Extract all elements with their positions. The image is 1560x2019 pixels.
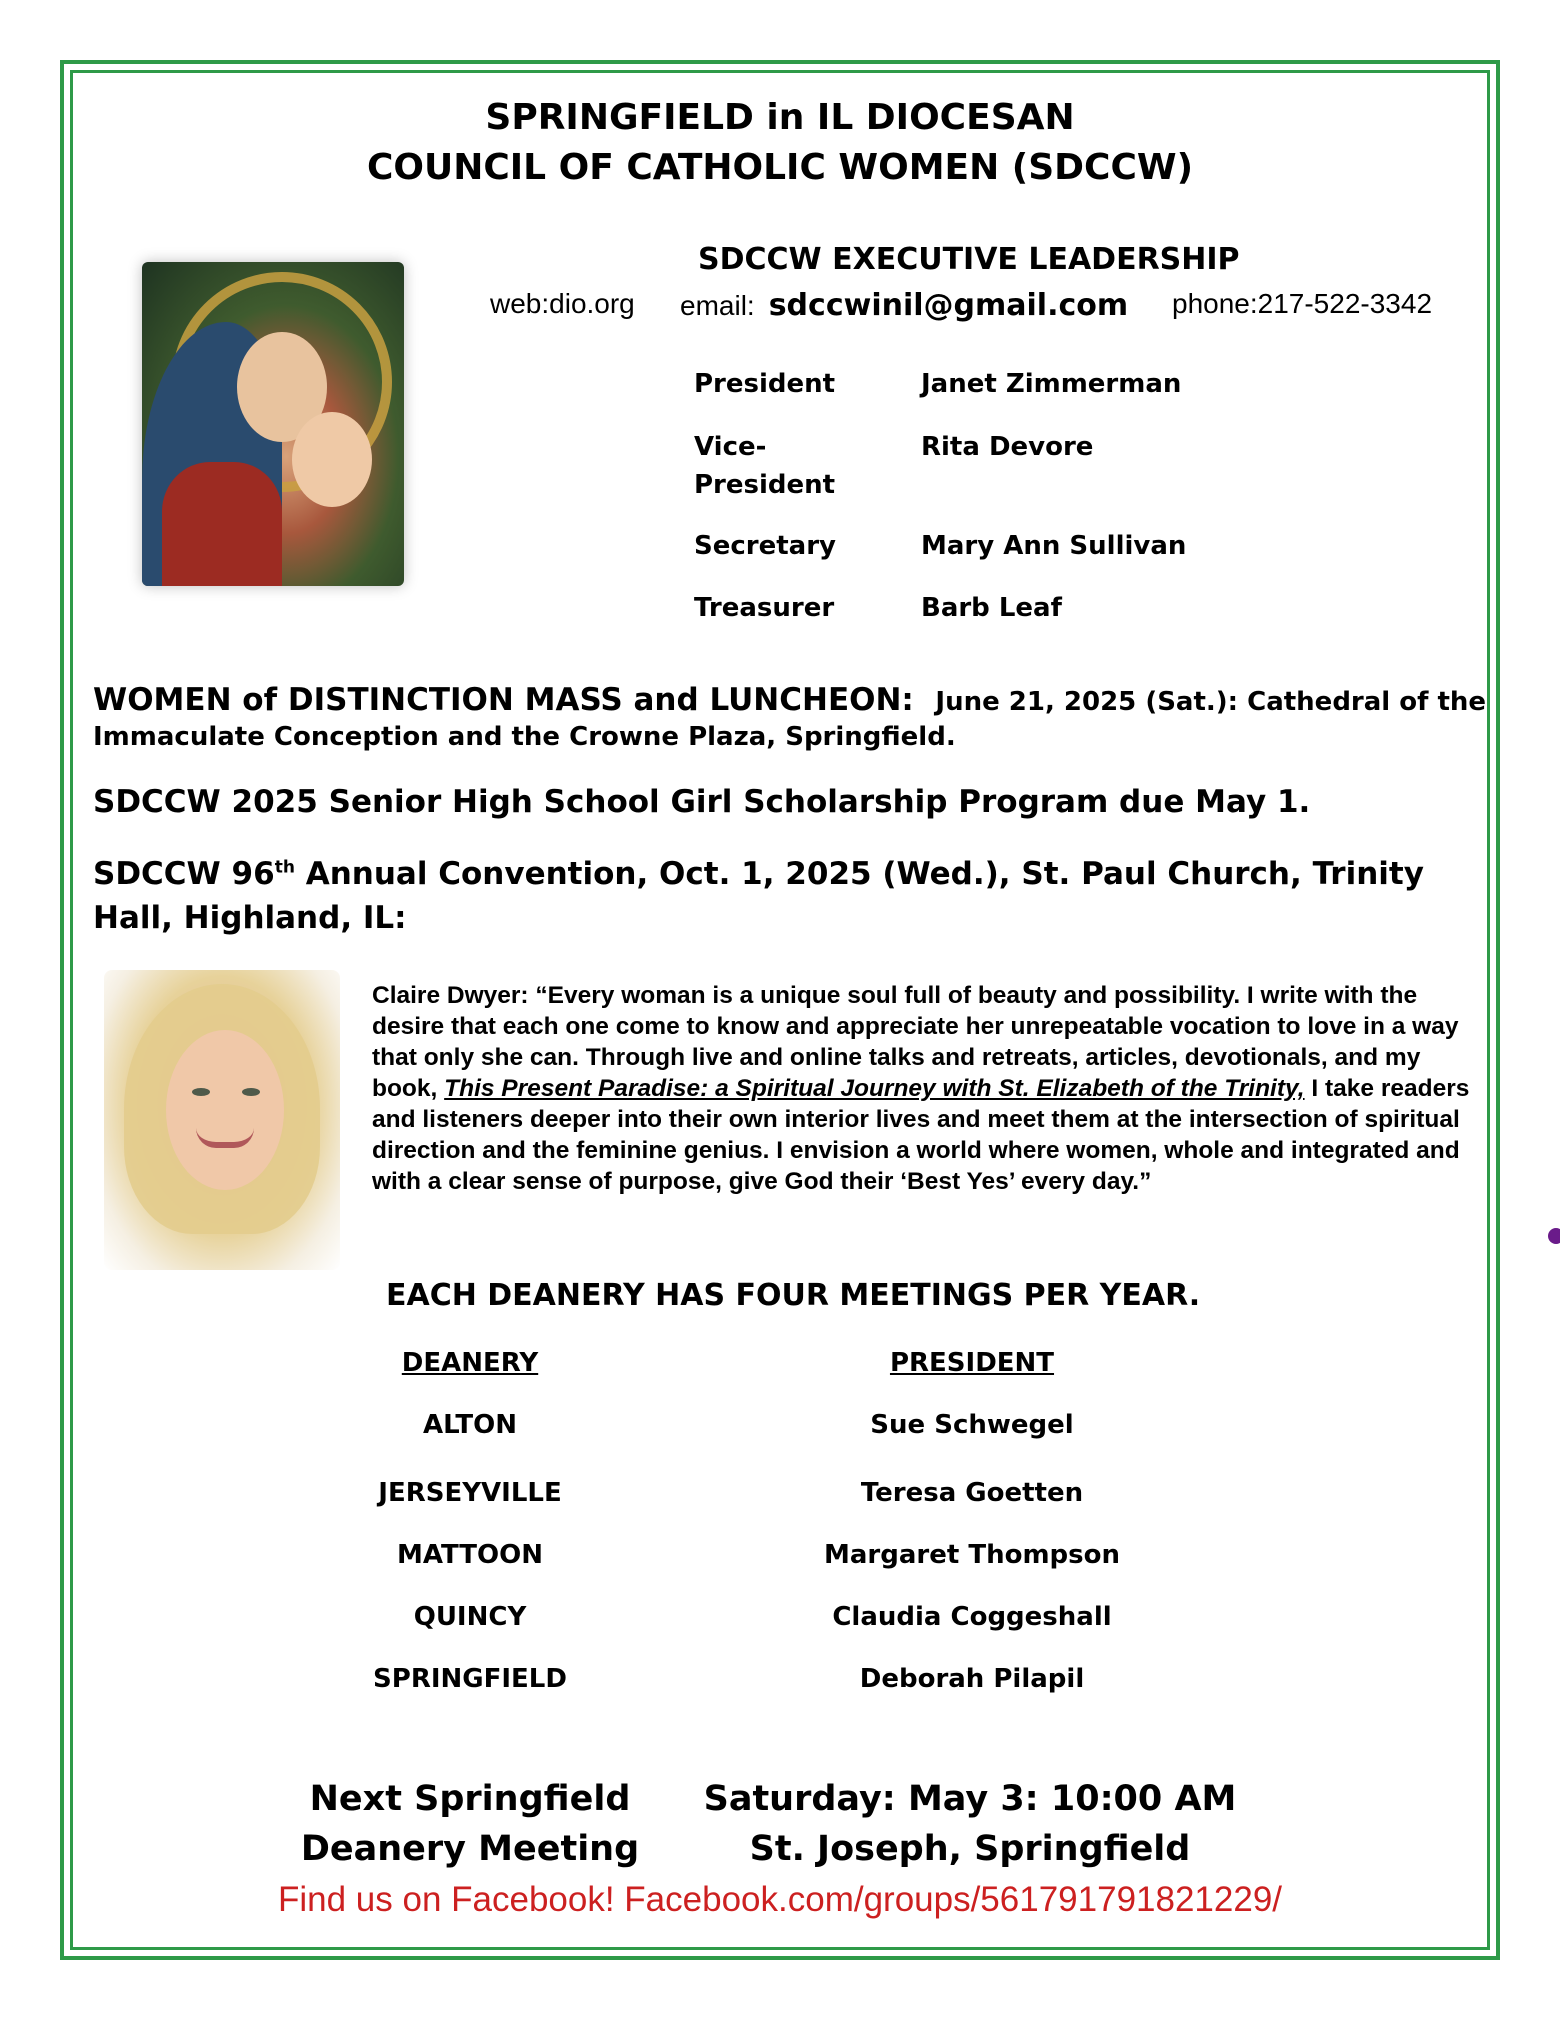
convention-sup: th <box>274 857 295 878</box>
officer-name: Rita Devore <box>921 432 1094 462</box>
title-line-1: SPRINGFIELD in IL DIOCESAN <box>485 97 1075 138</box>
quote-part-1: Claire Dwyer: “Every woman is a unique soul full of beauty and possibility. I write with the desire that each one come to know and appreciate her unrepeatable vocation to love in a way that only she can. Through live and online talks and retreats, articles, devotionals, and my book, <box>372 982 1459 1102</box>
facebook-link[interactable]: Find us on Facebook! Facebook.com/groups/561791791821229/ <box>277 1880 1283 1919</box>
next-meeting-where: St. Joseph, Springfield <box>749 1829 1191 1869</box>
officer-role: Vice-President <box>694 432 836 500</box>
next-meeting-when: Saturday: May 3: 10:00 AM <box>703 1779 1237 1819</box>
purple-dot <box>1548 1228 1560 1244</box>
email-address: sdccwinil@gmail.com <box>768 288 1129 323</box>
convention-text <box>93 852 1473 940</box>
claire-dwyer-photo <box>104 970 340 1270</box>
phone-text: phone:217-522-3342 <box>1172 288 1433 319</box>
next-meeting-label <box>280 1774 660 1874</box>
deanery-meetings-heading: EACH DEANERY HAS FOUR MEETINGS PER YEAR. <box>386 1278 1201 1313</box>
wod-title: WOMEN of DISTINCTION MASS and LUNCHEON: <box>93 682 914 718</box>
convention-post: Annual Convention, Oct. 1, 2025 (Wed.), St. Paul Church, Trinity Hall, Highland, IL: <box>93 856 1424 936</box>
deanery-name: ALTON <box>423 1410 517 1440</box>
leadership-heading: SDCCW EXECUTIVE LEADERSHIP <box>698 242 1240 277</box>
book-title: This Present Paradise: a Spiritual Journey with St. Elizabeth of the Trinity, <box>444 1075 1305 1102</box>
deanery-column-header: DEANERY <box>401 1348 539 1378</box>
convention-pre: SDCCW 96 <box>93 856 275 892</box>
next-meeting-label-line-2: Deanery Meeting <box>300 1829 640 1869</box>
website-text: web:dio.org <box>490 288 635 319</box>
deanery-name: QUINCY <box>413 1602 527 1632</box>
deanery-name: JERSEYVILLE <box>378 1478 562 1508</box>
title-line-2: COUNCIL OF CATHOLIC WOMEN (SDCCW) <box>366 147 1194 188</box>
officer-name: Mary Ann Sullivan <box>921 531 1187 561</box>
officer-name: Barb Leaf <box>921 593 1062 623</box>
quote-part-2: I take readers and listeners deeper into their own interior lives and meet them at the intersection of spiritual direction and the feminine genius. I envision a world where women, whole and integrated and with a clear sense of purpose, give God their ‘Best Yes’ every day.” <box>372 1075 1470 1195</box>
deanery-president: Claudia Coggeshall <box>832 1602 1112 1632</box>
officer-role: Treasurer <box>694 593 835 623</box>
women-of-distinction-line <box>93 680 1486 722</box>
scholarship-text: SDCCW 2025 Senior High School Girl Scholarship Program due May 1. <box>93 784 1311 820</box>
officer-role: President <box>694 369 836 399</box>
deanery-name: MATTOON <box>396 1540 543 1570</box>
wod-details-line-2: Immaculate Conception and the Crowne Plaza, Springfield. <box>93 722 956 752</box>
next-meeting-details <box>700 1774 1240 1874</box>
deanery-president: Margaret Thompson <box>824 1540 1120 1570</box>
email-contact <box>680 288 1128 323</box>
email-label: email: <box>680 290 755 321</box>
president-column-header: PRESIDENT <box>889 1348 1055 1378</box>
officer-role: Secretary <box>694 531 836 561</box>
claire-dwyer-quote <box>372 980 1472 1197</box>
madonna-and-child-image <box>142 262 404 586</box>
deanery-president: Deborah Pilapil <box>859 1664 1085 1694</box>
officer-name: Janet Zimmerman <box>921 369 1182 399</box>
deanery-name: SPRINGFIELD <box>373 1664 567 1694</box>
deanery-president: Teresa Goetten <box>860 1478 1084 1508</box>
next-meeting-label-line-1: Next Springfield <box>309 1779 631 1819</box>
deanery-president: Sue Schwegel <box>870 1410 1074 1440</box>
wod-details: June 21, 2025 (Sat.): Cathedral of the <box>935 687 1487 717</box>
